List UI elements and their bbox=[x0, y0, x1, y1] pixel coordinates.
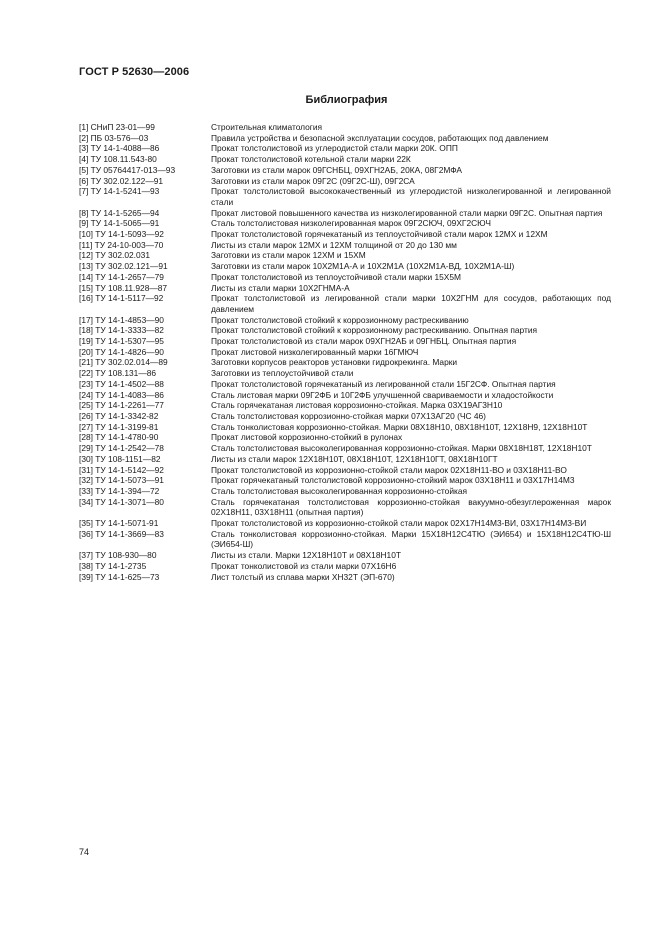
entry-reference-code: [35] ТУ 14-1-5071-91 bbox=[79, 518, 159, 529]
entry-description: Сталь толстолистовая низколегированная марок 09Г2СЮЧ, 09ХГ2СЮЧ bbox=[211, 218, 491, 229]
entry-description: Сталь горячекатаная толстолистовая коррозионно-стойкая вакуумно-обезуглероженная марок 02Х18Н11, 03Х18Н11 (опытная партия) bbox=[211, 496, 611, 518]
entry-reference-code: [29] ТУ 14-1-2542—78 bbox=[79, 443, 164, 454]
bibliography-entry bbox=[79, 486, 611, 497]
bibliography-entry bbox=[79, 176, 611, 187]
bibliography-entry bbox=[79, 208, 611, 219]
entry-description: Листы из стали марок 12Х18Н10Т, 08Х18Н10Т, 12Х18Н10ГТ, 08Х18Н10ГТ bbox=[211, 453, 498, 464]
entry-reference-code: [28] ТУ 14-1-4780-90 bbox=[79, 432, 159, 443]
bibliography-entry bbox=[79, 411, 611, 422]
entry-description: Прокат толстолистовой из стали марок 09ХГН2АБ и 09ГНБЦ. Опытная партия bbox=[211, 336, 517, 347]
entry-description: Правила устройства и безопасной эксплуатации сосудов, работающих под давлением bbox=[211, 132, 549, 143]
bibliography-entry bbox=[79, 443, 611, 454]
entry-reference-code: [26] ТУ 14-1-3342-82 bbox=[79, 410, 159, 421]
entry-reference-code: [1] СНиП 23-01—99 bbox=[79, 122, 155, 132]
entry-description: Прокат толстолистовой из углеродистой стали марки 20К. ОПП bbox=[211, 143, 458, 154]
entry-reference-code: [24] ТУ 14-1-4083—86 bbox=[79, 389, 164, 400]
entry-reference-code: [13] ТУ 302.02.121—91 bbox=[79, 261, 168, 272]
entry-description: Заготовки из стали марок 12ХМ и 15ХМ bbox=[211, 250, 366, 261]
page-number: 74 bbox=[79, 847, 90, 857]
entry-reference-code: [4] ТУ 108.11.543-80 bbox=[79, 154, 157, 165]
bibliography-entry bbox=[79, 454, 611, 465]
entry-reference-code: [36] ТУ 14-1-3669—83 bbox=[79, 528, 164, 539]
bibliography-entry bbox=[79, 550, 611, 561]
entry-reference-code: [14] ТУ 14-1-2657—79 bbox=[79, 271, 164, 282]
bibliography-entry bbox=[79, 497, 611, 518]
entry-description: Сталь горячекатаная листовая коррозионно-стойкая. Марка 03Х19АГ3Н10 bbox=[211, 400, 503, 411]
entry-reference-code: [31] ТУ 14-1-5142—92 bbox=[79, 464, 164, 475]
entry-description: Сталь толстолистовая высоколегированная коррозионно-стойкая. Марки 08Х18Н18Т, 12Х18Н10Т bbox=[211, 443, 592, 454]
entry-reference-code: [10] ТУ 14-1-5093—92 bbox=[79, 229, 164, 240]
entry-reference-code: [30] ТУ 108-1151—82 bbox=[79, 453, 161, 464]
bibliography-entry bbox=[79, 154, 611, 165]
entry-description: Строительная климатология bbox=[211, 122, 323, 132]
entry-description: Прокат листовой повышенного качества из низколегированной стали марки 09Г2С. Опытная партия bbox=[211, 207, 603, 218]
entry-description: Заготовки из теплоустойчивой стали bbox=[211, 368, 354, 379]
entry-description: Прокат листовой низколегированный марки 16ГМЮЧ bbox=[211, 346, 419, 357]
bibliography-entry bbox=[79, 561, 611, 572]
bibliography-entry bbox=[79, 422, 611, 433]
bibliography-entry bbox=[79, 272, 611, 283]
entry-reference-code: [18] ТУ 14-1-3333—82 bbox=[79, 325, 164, 336]
entry-description: Прокат толстолистовой из легированной стали марки 10Х2ГНМ для сосудов, работающих под давлением bbox=[211, 293, 611, 314]
bibliography-entry bbox=[79, 475, 611, 486]
bibliography-entry bbox=[79, 518, 611, 529]
entry-reference-code: [25] ТУ 14-1-2261—77 bbox=[79, 400, 164, 411]
bibliography-entry bbox=[79, 357, 611, 368]
bibliography-entry bbox=[79, 336, 611, 347]
bibliography-entry bbox=[79, 229, 611, 240]
entry-reference-code: [5] ТУ 05764417-013—93 bbox=[79, 164, 176, 175]
entry-reference-code: [15] ТУ 108.11.928—87 bbox=[79, 282, 168, 293]
bibliography-entry bbox=[79, 240, 611, 251]
entry-description: Прокат толстолистовой из коррозионно-стойкой стали марок 02Х17Н14М3-ВИ, 03Х17Н14М3-ВИ bbox=[211, 518, 587, 529]
bibliography-entry bbox=[79, 283, 611, 294]
bibliography-entry bbox=[79, 572, 611, 583]
bibliography-entry bbox=[79, 368, 611, 379]
entry-reference-code: [11] ТУ 24-10-003—70 bbox=[79, 239, 164, 250]
bibliography-entry bbox=[79, 379, 611, 390]
entry-reference-code: [27] ТУ 14-1-3199-81 bbox=[79, 421, 159, 432]
entry-description: Сталь тонколистовая коррозионно-стойкая. Марки 15Х18Н12С4ТЮ (ЭИ654) и 15Х18Н12С4ТЮ-Ш (ЭИ654-Ш) bbox=[211, 528, 611, 550]
bibliography-entry bbox=[79, 186, 611, 207]
bibliography-entry bbox=[79, 325, 611, 336]
entry-description: Листы из стали. Марки 12Х18Н10Т и 08Х18Н10Т bbox=[211, 550, 401, 561]
bibliography-entry bbox=[79, 218, 611, 229]
entry-reference-code: [19] ТУ 14-1-5307—95 bbox=[79, 336, 164, 347]
entry-description: Сталь толстолистовая высоколегированная коррозионно-стойкая bbox=[211, 485, 468, 496]
entry-reference-code: [37] ТУ 108-930—80 bbox=[79, 550, 157, 561]
bibliography-entry bbox=[79, 293, 611, 314]
entry-description: Прокат толстолистовой высококачественный из углеродистой низколегированной и легированной стали bbox=[211, 186, 611, 207]
entry-reference-code: [6] ТУ 302.02.122—91 bbox=[79, 175, 164, 186]
entry-reference-code: [32] ТУ 14-1-5073—91 bbox=[79, 475, 164, 486]
bibliography-entry bbox=[79, 347, 611, 358]
entry-description: Лист толстый из сплава марки ХН32Т (ЭП-670) bbox=[211, 571, 395, 582]
section-title: Библиография bbox=[305, 94, 388, 106]
bibliography-entry bbox=[79, 315, 611, 326]
entry-reference-code: [7] ТУ 14-1-5241—93 bbox=[79, 186, 160, 197]
entry-description: Прокат горячекатаный толстолистовой коррозионно-стойкий марок 03Х18Н11 и 03Х17Н14М3 bbox=[211, 475, 575, 486]
entry-description: Сталь толстолистовая коррозионно-стойкая марки 07Х13АГ20 (ЧС 46) bbox=[211, 410, 486, 421]
entry-description: Заготовки корпусов реакторов установки гидрокрекинга. Марки bbox=[211, 357, 458, 368]
bibliography-list bbox=[79, 122, 611, 582]
bibliography-entry bbox=[79, 133, 611, 144]
bibliography-entry bbox=[79, 143, 611, 154]
entry-description: Листы из стали марок 12МХ и 12ХМ толщиной от 20 до 130 мм bbox=[211, 239, 457, 250]
entry-description: Сталь листовая марки 09Г2ФБ и 10Г2ФБ улучшенной свариваемости и хладостойкости bbox=[211, 389, 554, 400]
entry-description: Прокат толстолистовой из коррозионно-стойкой стали марок 02Х18Н11-ВО и 03Х18Н11-ВО bbox=[211, 464, 567, 475]
bibliography-entry bbox=[79, 432, 611, 443]
entry-description: Прокат толстолистовой из теплоустойчивой стали марки 15Х5М bbox=[211, 271, 461, 282]
entry-reference-code: [2] ПБ 03-576—03 bbox=[79, 132, 149, 143]
bibliography-entry bbox=[79, 122, 611, 133]
entry-description: Прокат толстолистовой стойкий к коррозионному растрескиванию. Опытная партия bbox=[211, 325, 538, 336]
entry-description: Листы из стали марки 10Х2ГНМА-А bbox=[211, 282, 350, 293]
entry-reference-code: [20] ТУ 14-1-4826—90 bbox=[79, 346, 164, 357]
entry-reference-code: [12] ТУ 302.02.031 bbox=[79, 250, 150, 261]
entry-reference-code: [17] ТУ 14-1-4853—90 bbox=[79, 314, 164, 325]
entry-description: Заготовки из стали марок 10Х2М1А-А и 10Х2М1А (10Х2М1А-ВД, 10Х2М1А-Ш) bbox=[211, 261, 515, 272]
bibliography-entry bbox=[79, 261, 611, 272]
bibliography-entry bbox=[79, 250, 611, 261]
bibliography-entry bbox=[79, 165, 611, 176]
entry-description: Прокат толстолистовой стойкий к коррозионному растрескиванию bbox=[211, 314, 469, 325]
entry-description: Прокат толстолистовой котельной стали марки 22К bbox=[211, 154, 411, 165]
entry-description: Прокат листовой коррозионно-стойкий в рулонах bbox=[211, 432, 403, 443]
entry-description: Сталь тонколистовая коррозионно-стойкая. Марки 08Х18Н10, 08Х18Н10Т, 12Х18Н9, 12Х18Н10Т bbox=[211, 421, 588, 432]
entry-reference-code: [34] ТУ 14-1-3071—80 bbox=[79, 496, 164, 507]
bibliography-entry bbox=[79, 529, 611, 550]
entry-reference-code: [3] ТУ 14-1-4088—86 bbox=[79, 143, 160, 154]
entry-reference-code: [33] ТУ 14-1-394—72 bbox=[79, 485, 160, 496]
entry-reference-code: [9] ТУ 14-1-5065—91 bbox=[79, 218, 160, 229]
entry-description: Заготовки из стали марок 09ГСНБЦ, 09ХГН2АБ, 20КА, 08Г2МФА bbox=[211, 164, 463, 175]
entry-description: Прокат толстолистовой горячекатаный из теплоустойчивой стали марок 12МХ и 12ХМ bbox=[211, 229, 548, 240]
entry-reference-code: [39] ТУ 14-1-625—73 bbox=[79, 571, 160, 582]
bibliography-entry bbox=[79, 390, 611, 401]
entry-description: Прокат тонколистовой из стали марки 07Х16Н6 bbox=[211, 560, 397, 571]
entry-reference-code: [21] ТУ 302.02.014—89 bbox=[79, 357, 168, 368]
entry-description: Прокат толстолистовой горячекатаный из легированной стали 15Г2СФ. Опытная партия bbox=[211, 378, 556, 389]
entry-reference-code: [38] ТУ 14-1-2735 bbox=[79, 560, 147, 571]
entry-description: Заготовки из стали марок 09Г2С (09Г2С-Ш), 09Г2СА bbox=[211, 175, 415, 186]
entry-reference-code: [8] ТУ 14-1-5265—94 bbox=[79, 207, 160, 218]
document-code: ГОСТ Р 52630—2006 bbox=[79, 66, 190, 78]
bibliography-entry bbox=[79, 400, 611, 411]
entry-reference-code: [16] ТУ 14-1-5117—92 bbox=[79, 293, 164, 304]
entry-reference-code: [23] ТУ 14-1-4502—88 bbox=[79, 378, 164, 389]
bibliography-entry bbox=[79, 465, 611, 476]
entry-reference-code: [22] ТУ 108.131—86 bbox=[79, 368, 157, 379]
